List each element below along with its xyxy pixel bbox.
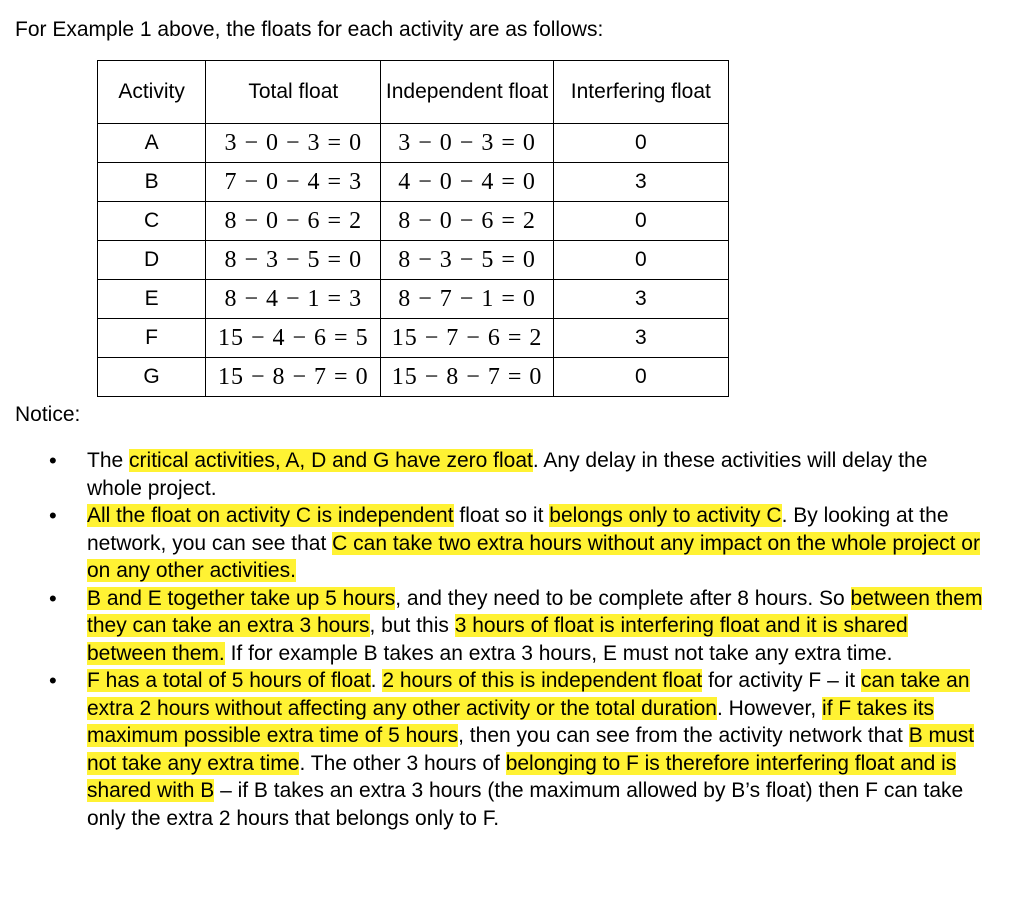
cell-interfering-float: 0 xyxy=(553,124,728,163)
highlighted-text: F has a total of 5 hours of float xyxy=(87,669,371,692)
highlighted-text: if F takes its maximum possible extra time of 5 hours xyxy=(87,696,935,747)
header-independent-float: Independent float xyxy=(381,61,553,124)
body-text: The xyxy=(87,449,130,472)
highlighted-text: C can take two extra hours without any impact on the whole project or on any other activities. xyxy=(87,531,980,582)
cell-interfering-float: 3 xyxy=(553,280,728,319)
table-row xyxy=(98,124,729,163)
intro-text: For Example 1 above, the floats for each activity are as follows: xyxy=(15,18,604,41)
body-text: . xyxy=(370,669,383,692)
cell-activity: E xyxy=(98,280,206,319)
highlighted-text: between them they can take an extra 3 hours xyxy=(87,586,983,637)
notice-bullet-list xyxy=(0,447,987,832)
cell-independent-float: 3 − 0 − 3 = 0 xyxy=(381,124,553,163)
floats-table xyxy=(97,60,729,397)
table-header-row xyxy=(98,61,729,124)
cell-activity: A xyxy=(98,124,206,163)
body-text: , but this xyxy=(369,614,455,637)
body-text: . Any delay in these activities will delay the whole project. xyxy=(87,449,928,500)
highlighted-text: belongs only to activity C xyxy=(549,504,782,527)
cell-interfering-float: 0 xyxy=(553,358,728,397)
body-text: float so it xyxy=(453,504,550,527)
table-row xyxy=(98,241,729,280)
cell-independent-float: 8 − 0 − 6 = 2 xyxy=(381,202,553,241)
body-text: If for example B takes an extra 3 hours, E must not take any extra time. xyxy=(224,641,893,665)
bullet-point xyxy=(87,667,987,832)
highlighted-text: 2 hours of this is independent float xyxy=(382,669,703,692)
body-text: , and they need to be complete after 8 hours. So xyxy=(395,586,851,610)
header-total-float: Total float xyxy=(206,61,381,124)
table-row xyxy=(98,163,729,202)
cell-independent-float: 15 − 7 − 6 = 2 xyxy=(381,319,553,358)
cell-activity: B xyxy=(98,163,206,202)
highlighted-text: critical activities, A, D and G have zero float xyxy=(129,449,533,472)
highlighted-text: 3 hours of float is interfering float and it is shared between them. xyxy=(87,614,908,665)
table-row xyxy=(98,358,729,397)
cell-total-float: 8 − 3 − 5 = 0 xyxy=(206,241,381,280)
notice-heading: Notice: xyxy=(15,403,81,426)
header-activity: Activity xyxy=(98,61,206,124)
table-row xyxy=(98,319,729,358)
body-text: . However, xyxy=(716,696,823,720)
cell-interfering-float: 0 xyxy=(553,241,728,280)
body-text: for activity F – it xyxy=(702,669,861,692)
cell-activity: F xyxy=(98,319,206,358)
bullet-point xyxy=(87,585,987,668)
cell-independent-float: 8 − 7 − 1 = 0 xyxy=(381,280,553,319)
body-text: – if B takes an extra 3 hours (the maximum allowed by B’s float) then F can take only the extra 2 hours that belongs only to F. xyxy=(87,779,964,830)
cell-total-float: 8 − 4 − 1 = 3 xyxy=(206,280,381,319)
body-text: , then you can see from the activity network that xyxy=(458,724,909,747)
cell-interfering-float: 0 xyxy=(553,202,728,241)
cell-activity: C xyxy=(98,202,206,241)
cell-independent-float: 4 − 0 − 4 = 0 xyxy=(381,163,553,202)
bullet-point xyxy=(87,502,987,585)
highlighted-text: B and E together take up 5 hours xyxy=(87,586,396,610)
cell-independent-float: 8 − 3 − 5 = 0 xyxy=(381,241,553,280)
cell-total-float: 8 − 0 − 6 = 2 xyxy=(206,202,381,241)
cell-total-float: 3 − 0 − 3 = 0 xyxy=(206,124,381,163)
cell-total-float: 15 − 8 − 7 = 0 xyxy=(206,358,381,397)
cell-total-float: 15 − 4 − 6 = 5 xyxy=(206,319,381,358)
table-row xyxy=(98,202,729,241)
cell-activity: D xyxy=(98,241,206,280)
cell-interfering-float: 3 xyxy=(553,319,728,358)
highlighted-text: B must not take any extra time xyxy=(87,724,975,775)
highlighted-text: All the float on activity C is independent xyxy=(87,504,454,527)
cell-independent-float: 15 − 8 − 7 = 0 xyxy=(381,358,553,397)
table-row xyxy=(98,280,729,319)
highlighted-text: can take an extra 2 hours without affecting any other activity or the total duration xyxy=(87,669,970,720)
cell-interfering-float: 3 xyxy=(553,163,728,202)
bullet-point xyxy=(87,447,987,502)
body-text: . By looking at the network, you can see that xyxy=(87,504,949,555)
header-interfering-float: Interfering float xyxy=(553,61,728,124)
body-text: . The other 3 hours of xyxy=(299,751,506,775)
highlighted-text: belonging to F is therefore interfering float and is shared with B xyxy=(87,751,957,802)
cell-activity: G xyxy=(98,358,206,397)
cell-total-float: 7 − 0 − 4 = 3 xyxy=(206,163,381,202)
